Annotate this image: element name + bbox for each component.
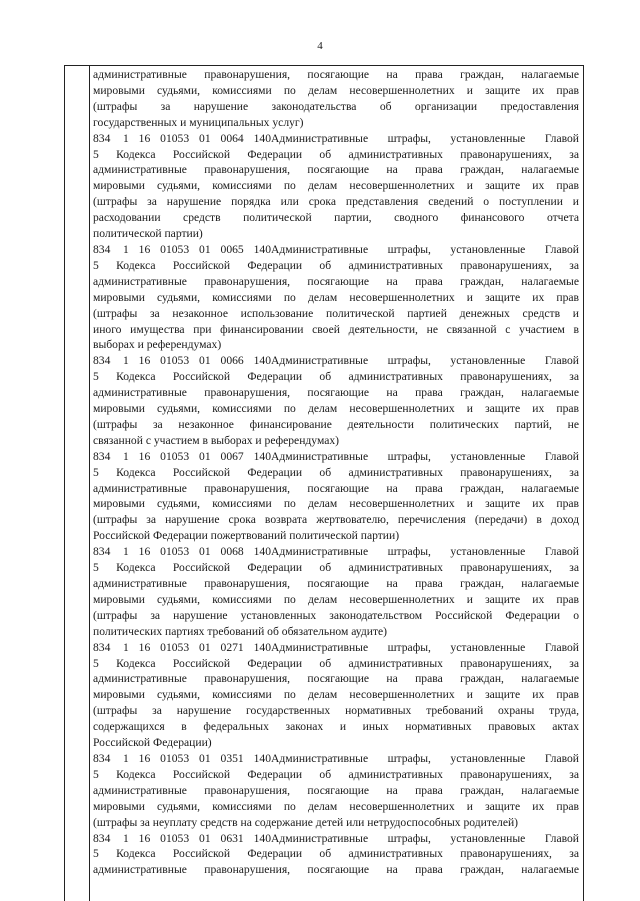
intro-line: мировыми судьями, комиссиями по делам несовершеннолетних и защите их прав (93, 83, 579, 97)
entry-text-line: связанной с участием в выборах и референдумах) (93, 433, 340, 447)
entry-text-line: мировыми судьями, комиссиями по делам несовершеннолетних и защите их прав (93, 290, 579, 304)
entry-text-line: (штрафы за незаконное использование политической партией денежных средств и (93, 306, 579, 320)
entry-text-line: мировыми судьями, комиссиями по делам несовершеннолетних и защите их прав (93, 179, 579, 193)
entry-title: Административные штрафы, установленные Главой (271, 354, 579, 368)
entry-text-line: (штрафы за нарушение срока возврата жертвователю, перечисления (передачи) в доход (93, 513, 579, 527)
entry-title: Административные штрафы, установленные Главой (271, 131, 579, 145)
entry-head-line (93, 751, 579, 767)
entry-text-line: политической партии) (93, 227, 203, 241)
entry-title: Административные штрафы, установленные Главой (271, 751, 579, 765)
entry-title: Административные штрафы, установленные Главой (271, 831, 579, 845)
kbk-code: 1 16 01053 01 0271 140 (123, 640, 271, 654)
kbk-entry (93, 242, 579, 353)
kbk-code: 1 16 01053 01 0351 140 (123, 751, 271, 765)
page-number: 4 (317, 40, 323, 52)
entry-text-line: выборах и референдумах) (93, 338, 222, 352)
entry-text-line: Российской Федерации) (93, 736, 212, 750)
admin-code: 834 (93, 831, 111, 845)
document-content (93, 67, 579, 878)
entry-text-line: 5 Кодекса Российской Федерации об административных правонарушениях, за (93, 147, 579, 161)
intro-line: (штрафы за нарушение законодательства об организации предоставления (93, 99, 579, 113)
kbk-code: 1 16 01053 01 0067 140 (123, 449, 271, 463)
entry-head-line (93, 544, 579, 560)
kbk-entry (93, 131, 579, 242)
entry-text-line: 5 Кодекса Российской Федерации об административных правонарушениях, за (93, 847, 579, 861)
entry-text-line: иного имущества при финансировании своей деятельности, не связанной с участием в (93, 322, 579, 336)
entry-text-line: административные правонарушения, посягающие на права граждан, налагаемые (93, 163, 579, 177)
kbk-entry (93, 751, 579, 831)
kbk-code: 1 16 01053 01 0065 140 (123, 242, 271, 256)
admin-code: 834 (93, 131, 111, 145)
kbk-entry (93, 353, 579, 448)
entry-text-line: Российской Федерации пожертвований политической партии) (93, 529, 400, 543)
entry-text-line: административные правонарушения, посягающие на права граждан, налагаемые (93, 274, 579, 288)
entry-head-line (93, 242, 579, 258)
kbk-code: 1 16 01053 01 0064 140 (123, 131, 271, 145)
entry-text-line: 5 Кодекса Российской Федерации об административных правонарушениях, за (93, 258, 579, 272)
entry-head-line (93, 640, 579, 656)
entry-text-line: административные правонарушения, посягающие на права граждан, налагаемые (93, 481, 579, 495)
entry-text-line: 5 Кодекса Российской Федерации об административных правонарушениях, за (93, 561, 579, 575)
entry-text-line: 5 Кодекса Российской Федерации об административных правонарушениях, за (93, 370, 579, 384)
admin-code: 834 (93, 449, 111, 463)
entry-head-line (93, 831, 579, 847)
entries-list (93, 131, 579, 879)
intro-line: административные правонарушения, посягающие на права граждан, налагаемые (93, 68, 579, 81)
kbk-code: 1 16 01053 01 0068 140 (123, 545, 271, 559)
entry-head-line (93, 353, 579, 369)
kbk-entry (93, 640, 579, 751)
intro-line: государственных и муниципальных услуг) (93, 115, 304, 129)
entry-text-line: содержащихся в федеральных законах и иных нормативных правовых актах (93, 720, 579, 734)
kbk-code: 1 16 01053 01 0631 140 (123, 831, 271, 845)
entry-text-line: 5 Кодекса Российской Федерации об административных правонарушениях, за (93, 465, 579, 479)
entry-text-line: 5 Кодекса Российской Федерации об административных правонарушениях, за (93, 767, 579, 781)
entry-text-line: политических партиях требований об обязательном аудите) (93, 624, 388, 638)
admin-code: 834 (93, 354, 111, 368)
entry-head-line (93, 449, 579, 465)
entry-text-line: мировыми судьями, комиссиями по делам несовершеннолетних и защите их прав (93, 592, 579, 606)
entry-text-line: 5 Кодекса Российской Федерации об административных правонарушениях, за (93, 656, 579, 670)
entry-text-line: административные правонарушения, посягающие на права граждан, налагаемые (93, 577, 579, 590)
admin-code: 834 (93, 545, 111, 559)
kbk-code: 1 16 01053 01 0066 140 (123, 354, 271, 368)
entry-text-line: административные правонарушения, посягающие на права граждан, налагаемые (93, 386, 579, 400)
entry-title: Административные штрафы, установленные Главой (271, 640, 579, 654)
intro-block (93, 67, 579, 131)
entry-text-line: мировыми судьями, комиссиями по делам несовершеннолетних и защите их прав (93, 402, 579, 416)
entry-text-line: мировыми судьями, комиссиями по делам несовершеннолетних и защите их прав (93, 688, 579, 702)
kbk-entry (93, 449, 579, 544)
entry-head-line (93, 131, 579, 147)
entry-text-line: административные правонарушения, посягающие на права граждан, налагаемые (93, 672, 579, 686)
entry-text-line: административные правонарушения, посягающие на права граждан, налагаемые (93, 783, 579, 797)
entry-text-line: расходовании средств политической партии, сводного финансового отчета (93, 211, 579, 225)
entry-text-line: (штрафы за нарушение установленных законодательством Российской Федерации о (93, 608, 579, 622)
column-divider (89, 66, 90, 901)
entry-text-line: административные правонарушения, посягающие на права граждан, налагаемые (93, 863, 579, 877)
entry-text-line: (штрафы за неуплату средств на содержание детей или нетрудоспособных родителей) (93, 815, 519, 829)
entry-title: Административные штрафы, установленные Главой (271, 449, 579, 463)
entry-title: Административные штрафы, установленные Главой (271, 545, 579, 559)
admin-code: 834 (93, 751, 111, 765)
entry-text-line: мировыми судьями, комиссиями по делам несовершеннолетних и защите их прав (93, 497, 579, 511)
entry-text-line: мировыми судьями, комиссиями по делам несовершеннолетних и защите их прав (93, 799, 579, 813)
entry-text-line: (штрафы за нарушение государственных нормативных требований охраны труда, (93, 704, 579, 718)
entry-text-line: (штрафы за незаконное финансирование деятельности политических партий, не (93, 417, 579, 431)
kbk-entry (93, 544, 579, 639)
kbk-entry (93, 831, 579, 879)
admin-code: 834 (93, 242, 111, 256)
entry-title: Административные штрафы, установленные Главой (271, 242, 579, 256)
entry-text-line: (штрафы за нарушение порядка или срока представления сведений о поступлении и (93, 195, 579, 209)
admin-code: 834 (93, 640, 111, 654)
